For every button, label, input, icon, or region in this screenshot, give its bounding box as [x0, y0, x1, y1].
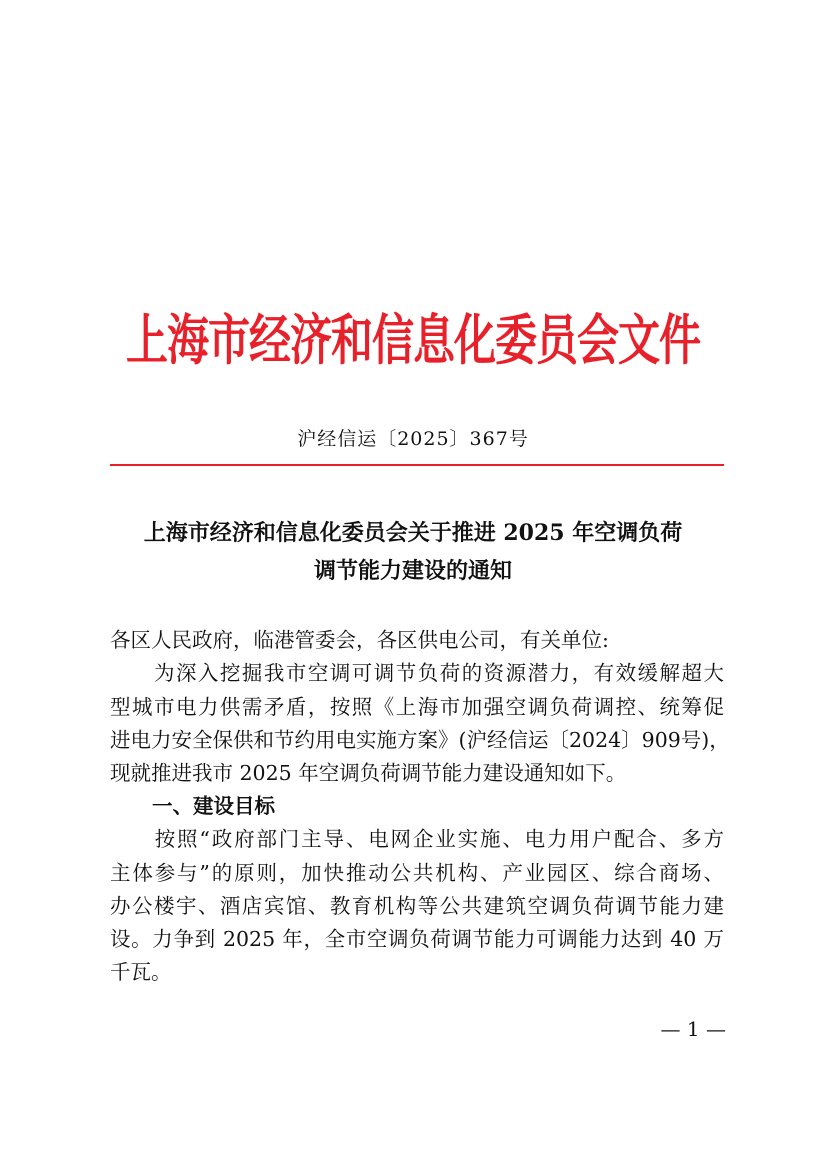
paragraph-line: 型城市电力供需矛盾，按照《上海市加强空调负荷调控、统筹促: [110, 695, 724, 719]
paragraph-line: 办公楼宇、酒店宾馆、教育机构等公共建筑空调负荷调节能力建: [110, 894, 724, 918]
page-number: — 1 —: [660, 1017, 726, 1041]
issuer-header: 上海市经济和信息化委员会文件: [125, 308, 700, 373]
section-heading: 一、建设目标: [152, 794, 275, 818]
document-title-line-1: 上海市经济和信息化委员会关于推进 2025 年空调负荷: [143, 520, 683, 546]
paragraph-line: 为深入挖掘我市空调可调节负荷的资源潜力，有效缓解超大: [110, 661, 724, 685]
document-title-line-2: 调节能力建设的通知: [313, 558, 512, 584]
paragraph-line: 千瓦。: [110, 960, 172, 984]
paragraph-line: 进电力安全保供和节约用电实施方案》(沪经信运〔2024〕909号)，: [110, 728, 730, 752]
paragraph-line: 主体参与”的原则，加快推动公共机构、产业园区、综合商场、: [110, 861, 724, 885]
red-divider: [110, 464, 724, 466]
salutation: 各区人民政府，临港管委会，各区供电公司，有关单位:: [110, 628, 609, 652]
document-number: 沪经信运〔2025〕367号: [297, 428, 529, 450]
paragraph-line: 设。力争到 2025 年，全市空调负荷调节能力可调能力达到 40 万: [110, 927, 724, 951]
paragraph-line: 现就推进我市 2025 年空调负荷调节能力建设通知如下。: [110, 761, 627, 785]
paragraph-line: 按照“政府部门主导、电网企业实施、电力用户配合、多方: [110, 827, 724, 851]
